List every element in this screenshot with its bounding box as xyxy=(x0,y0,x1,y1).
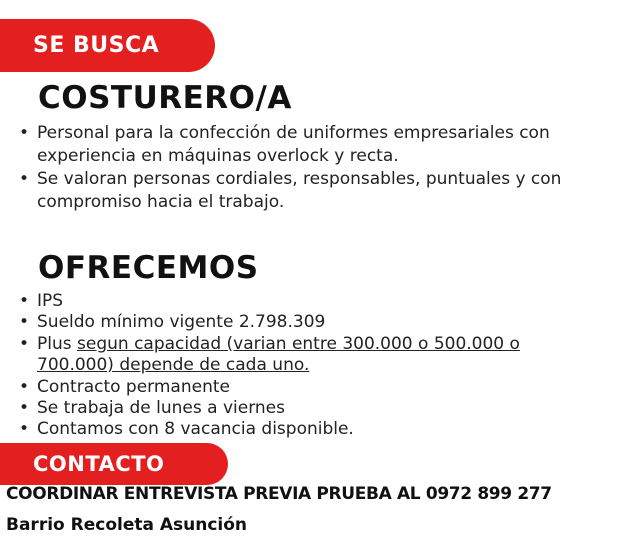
offer-text: Contamos con 8 vacancia disponible. xyxy=(37,419,354,440)
offer-title: OFRECEMOS xyxy=(38,250,259,286)
list-item xyxy=(17,122,577,168)
list-item xyxy=(17,334,557,377)
requirement-text: Personal para la confección de uniformes empresariales con experiencia en máquinas overlock y recta. xyxy=(37,123,550,166)
offer-text-prefix: Plus xyxy=(37,333,78,354)
list-item xyxy=(17,291,577,312)
se-busca-label: SE BUSCA xyxy=(33,33,160,58)
contact-phone-line: COORDINAR ENTREVISTA PREVIA PRUEBA AL 0972 899 277 xyxy=(6,484,552,504)
contacto-banner xyxy=(0,443,228,485)
offer-text: IPS xyxy=(37,291,64,311)
offer-text: Se trabaja de lunes a viernes xyxy=(37,398,285,419)
se-busca-banner xyxy=(0,19,215,72)
contacto-label: CONTACTO xyxy=(33,452,165,476)
list-item xyxy=(17,168,577,214)
bullet-icon: • xyxy=(19,123,30,143)
list-item xyxy=(17,398,577,419)
bullet-icon: • xyxy=(19,291,30,311)
bullet-icon: • xyxy=(19,312,30,333)
requirement-text: Se valoran personas cordiales, responsables, puntuales y con compromiso hacia el trabajo. xyxy=(37,169,562,212)
contact-address-line: Barrio Recoleta Asunción xyxy=(6,515,248,535)
list-item xyxy=(17,419,577,440)
bullet-icon: • xyxy=(19,419,30,440)
offer-text: Contracto permanente xyxy=(37,376,230,397)
offer-text-underlined: segun capacidad (varian entre 300.000 o 500.000 o 700.000) depende de cada uno. xyxy=(37,333,520,376)
offer-text: Sueldo mínimo vigente 2.798.309 xyxy=(37,312,326,333)
offer-list xyxy=(17,291,577,441)
list-item xyxy=(17,377,577,398)
bullet-icon: • xyxy=(19,333,30,354)
requirements-list xyxy=(17,122,577,214)
role-title: COSTURERO/A xyxy=(38,80,292,116)
bullet-icon: • xyxy=(19,398,30,419)
bullet-icon: • xyxy=(19,376,30,397)
bullet-icon: • xyxy=(19,169,30,189)
list-item xyxy=(17,312,577,333)
